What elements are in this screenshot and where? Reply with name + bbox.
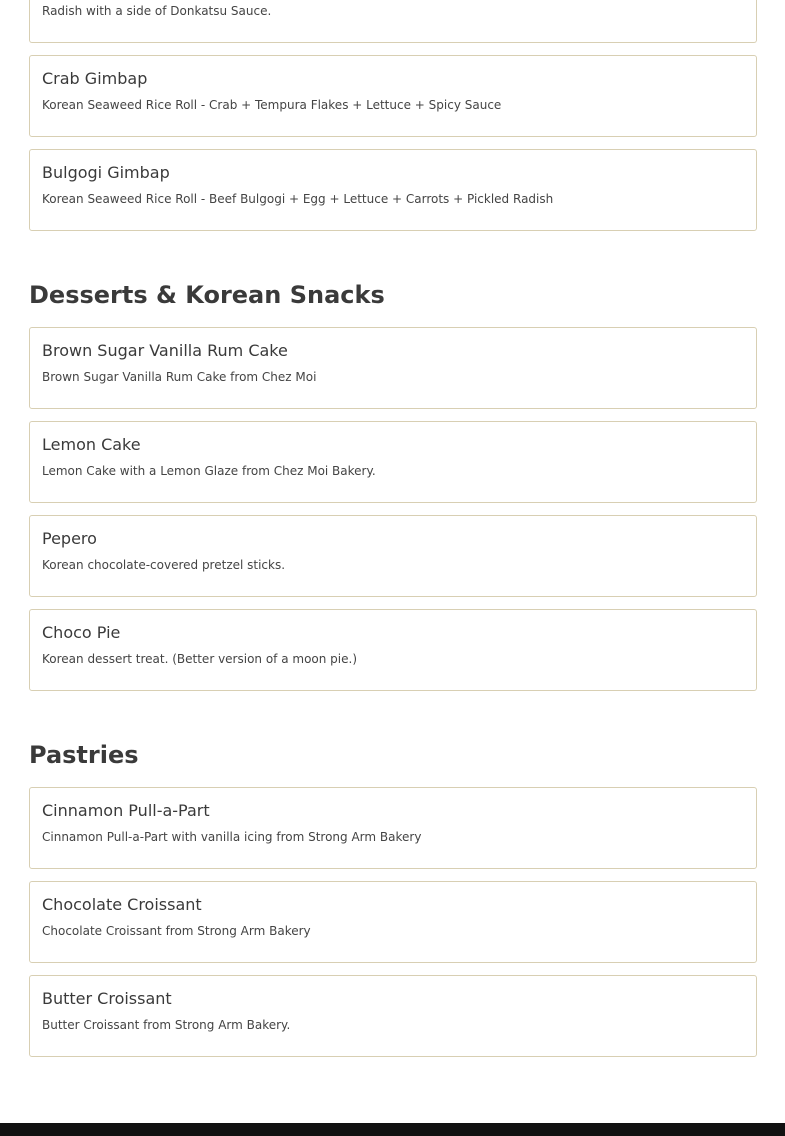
menu-item-description: Brown Sugar Vanilla Rum Cake from Chez Moi — [42, 370, 317, 384]
menu-item-card[interactable] — [29, 787, 757, 869]
section-heading-pastries: Pastries — [29, 741, 139, 769]
menu-item-title: Choco Pie — [42, 623, 121, 642]
menu-item-description: Cinnamon Pull-a-Part with vanilla icing from Strong Arm Bakery — [42, 830, 422, 844]
menu-item-card[interactable] — [29, 609, 757, 691]
menu-item-title: Lemon Cake — [42, 435, 141, 454]
menu-item-title: Pepero — [42, 529, 97, 548]
menu-item-description: Korean dessert treat. (Better version of a moon pie.) — [42, 652, 357, 666]
menu-item-card[interactable] — [29, 149, 757, 231]
menu-item-card[interactable] — [29, 515, 757, 597]
menu-item-title: Butter Croissant — [42, 989, 172, 1008]
menu-item-description: Butter Croissant from Strong Arm Bakery. — [42, 1018, 291, 1032]
section-heading-desserts: Desserts & Korean Snacks — [29, 281, 385, 309]
menu-item-card[interactable] — [29, 0, 757, 43]
menu-item-description: Radish with a side of Donkatsu Sauce. — [42, 4, 272, 18]
menu-item-card[interactable] — [29, 55, 757, 137]
menu-item-title: Chocolate Croissant — [42, 895, 202, 914]
menu-item-title: Cinnamon Pull-a-Part — [42, 801, 210, 820]
menu-item-description: Korean chocolate-covered pretzel sticks. — [42, 558, 286, 572]
menu-content — [29, 0, 757, 1069]
menu-item-description: Chocolate Croissant from Strong Arm Bakery — [42, 924, 311, 938]
menu-item-title: Bulgogi Gimbap — [42, 163, 170, 182]
menu-item-description: Korean Seaweed Rice Roll - Beef Bulgogi + Egg + Lettuce + Carrots + Pickled Radish — [42, 192, 554, 206]
menu-item-card[interactable] — [29, 975, 757, 1057]
menu-item-description: Korean Seaweed Rice Roll - Crab + Tempura Flakes + Lettuce + Spicy Sauce — [42, 98, 502, 112]
menu-item-card[interactable] — [29, 421, 757, 503]
menu-item-card[interactable] — [29, 327, 757, 409]
menu-item-card[interactable] — [29, 881, 757, 963]
menu-item-title: Brown Sugar Vanilla Rum Cake — [42, 341, 288, 360]
menu-item-title: Crab Gimbap — [42, 69, 148, 88]
footer-bar — [0, 1123, 785, 1136]
menu-item-description: Lemon Cake with a Lemon Glaze from Chez Moi Bakery. — [42, 464, 376, 478]
